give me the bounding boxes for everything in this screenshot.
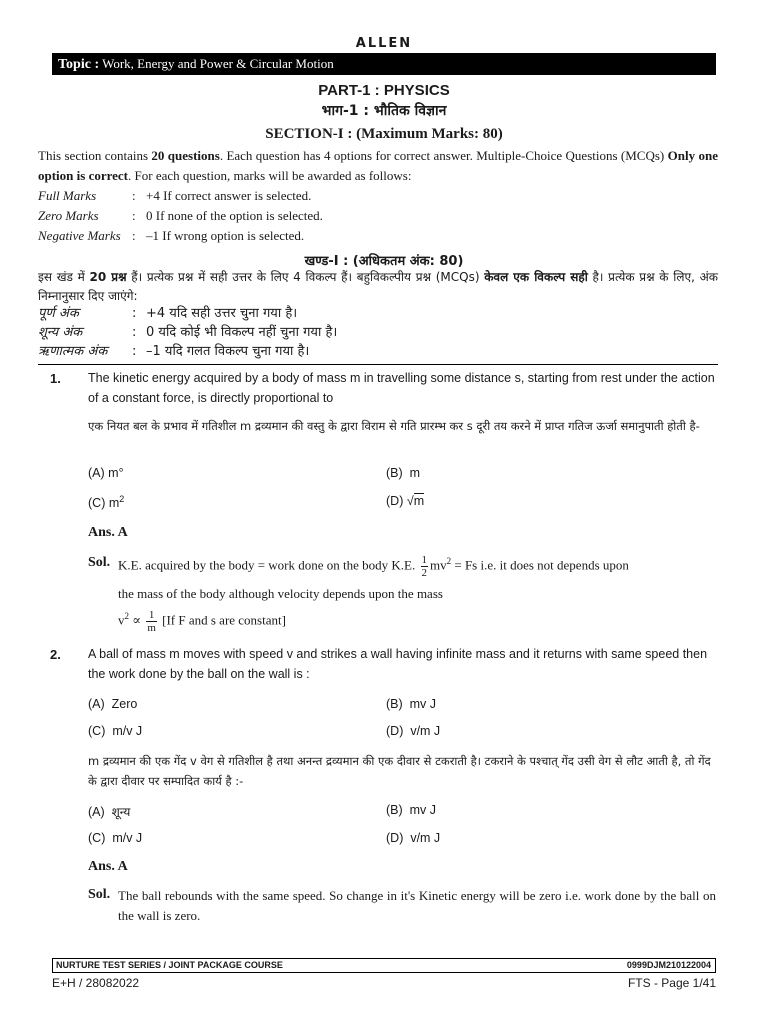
option-d-hindi[interactable]: (D) v/m J [386, 831, 441, 845]
section-instructions: This section contains 20 questions. Each question has 4 options for correct answer. Multiple-Choice Questions (MCQs) Only one option is correct. For each question, marks will be awarded as follows: [38, 148, 718, 183]
solution-label: Sol. [88, 555, 111, 570]
marks-row-zero: Zero Marks : 0 If none of the option is selected. [38, 208, 323, 223]
question-number: 1. [50, 371, 61, 386]
option-b[interactable]: (B) m [386, 466, 421, 480]
solution-label: Sol. [88, 887, 111, 902]
question-text-hindi: m द्रव्यमान की एक गेंद v वेग से गतिशील है तथा अनन्त द्रव्यमान की एक दीवार से टकराती है। टकराने के पश्चात् गेंद उसी वेग से लौट आती है, तो गेंद के द्वारा दीवार पर सम्पादित कार्य है :- [88, 754, 711, 788]
topic-value: Work, Energy and Power & Circular Motion [102, 56, 334, 71]
footer-page-number: FTS - Page 1/41 [627, 976, 716, 990]
footer-series: NURTURE TEST SERIES / JOINT PACKAGE COURSE [56, 960, 283, 970]
marks-row-negative-hindi: ऋणात्मक अंक : –1 यदि गलत विकल्प चुना गया है। [38, 344, 310, 359]
part-title-hindi: भाग-1 : भौतिक विज्ञान [321, 103, 447, 119]
solution-line-3: $v^2$ ∝ $\frac{1}{m}$ [If F and s are constant] [118, 608, 286, 634]
fraction-one-over-m: $\frac{1}{m}$ [147, 608, 156, 634]
section-instructions-hindi: इस खंड में 20 प्रश्न हैं। प्रत्येक प्रश्न में सही उत्तर के लिए 4 विकल्प हैं। बहुविकल्पीय प्रश्न (MCQs) केवल एक विकल्प सही है। प्रत्येक प्रश्न के लिए, अंक निम्नानुसार दिए जाएंगे: [38, 270, 718, 303]
footer-box [52, 958, 716, 973]
topic-bar [52, 53, 716, 75]
answer-label: Ans. A [88, 525, 128, 540]
question-text-hindi: एक नियत बल के प्रभाव में गतिशील m द्रव्यमान की वस्तु के द्वारा विराम से गति प्रारम्भ कर s दूरी तय करने में प्राप्त गतिज ऊर्जा समानुपाती होती है- [88, 419, 700, 433]
part-title: PART-1 : PHYSICS [318, 82, 450, 99]
option-a[interactable]: (A) Zero [88, 697, 138, 711]
question-text: A ball of mass m moves with speed v and strikes a wall having infinite mass and it returns with same speed then the work done by the ball on the wall is : [88, 647, 708, 681]
option-c[interactable]: (C) m/v J [88, 724, 143, 738]
answer-label: Ans. A [88, 859, 128, 874]
question-number: 2. [50, 647, 61, 662]
section-divider [38, 364, 718, 365]
solution-line-2: the mass of the body although velocity depends upon the mass [118, 586, 443, 601]
section-title: SECTION-I : (Maximum Marks: 80) [265, 126, 503, 142]
marks-row-negative: Negative Marks : –1 If wrong option is selected. [38, 228, 305, 243]
option-d[interactable]: (D) √m [386, 494, 425, 508]
option-c[interactable]: (C) $m^2$ [88, 494, 125, 511]
option-b-hindi[interactable]: (B) mv J [386, 803, 437, 817]
marks-row-full-hindi: पूर्ण अंक : +4 यदि सही उत्तर चुना गया है। [38, 306, 298, 321]
option-d[interactable]: (D) v/m J [386, 724, 441, 738]
solution-text: The ball rebounds with the same speed. So change in it's Kinetic energy will be zero i.e. work done by the ball on the wall is zero. [118, 888, 716, 923]
option-a[interactable]: (A) m° [88, 466, 124, 480]
fraction-half: $\frac{1}{2}$ [421, 553, 427, 579]
section-title-hindi: खण्ड-I : (अधिकतम अंक: 80) [304, 254, 464, 269]
option-b[interactable]: (B) mv J [386, 697, 437, 711]
marks-row-full: Full Marks : +4 If correct answer is selected. [38, 188, 312, 203]
footer-code: 0999DJM210122004 [626, 960, 711, 970]
option-a-hindi[interactable]: (A) शून्य [88, 805, 131, 819]
topic-label: Topic : [58, 57, 100, 72]
solution-line-1: K.E. acquired by the body = work done on the body K.E. $\frac{1}{2}$ $mv^2 = Fs$ i.e. it does not depends upon [118, 553, 629, 579]
marks-row-zero-hindi: शून्य अंक : 0 यदि कोई भी विकल्प नहीं चुना गया है। [38, 325, 338, 340]
question-text: The kinetic energy acquired by a body of mass m in travelling some distance s, starting from rest under the action of a constant force, is directly proportional to [88, 371, 715, 405]
option-c-hindi[interactable]: (C) m/v J [88, 831, 143, 845]
brand-logo: ALLEN [355, 36, 413, 51]
footer-lang-date: E+H / 28082022 [52, 976, 140, 990]
